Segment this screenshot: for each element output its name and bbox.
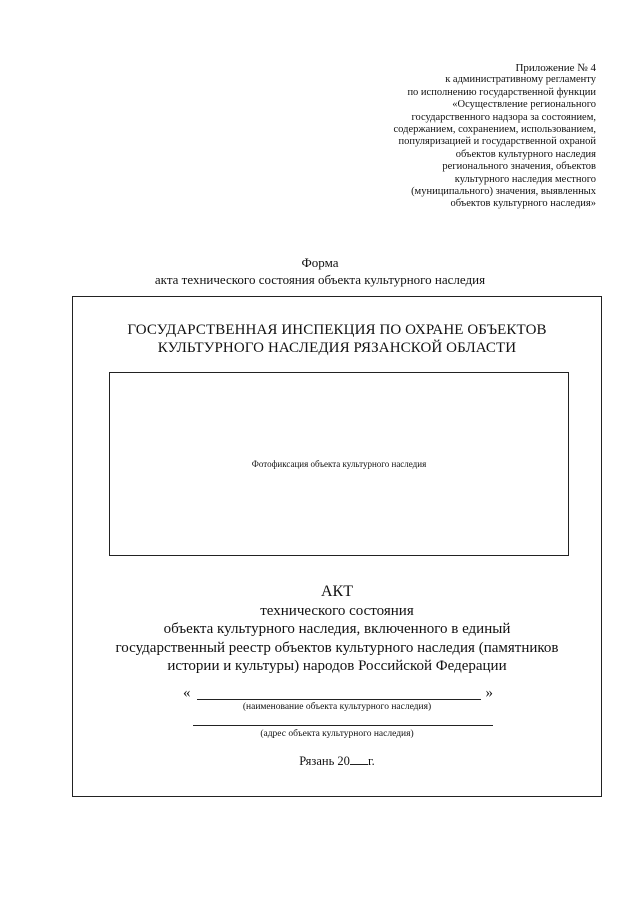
- form-caption: [0, 254, 640, 288]
- form-caption-subtitle: акта технического состояния объекта культурного наследия: [154, 272, 486, 287]
- city-year: [73, 753, 601, 769]
- act-title: АКТ: [321, 583, 353, 600]
- object-name-caption: (наименование объекта культурного наследия): [242, 702, 432, 712]
- act-title-block: [73, 583, 601, 676]
- object-address-caption: (адрес объекта культурного наследия): [260, 729, 414, 739]
- object-address-rule: [193, 725, 493, 726]
- appendix-line: государственного надзора за состоянием,: [411, 111, 596, 123]
- act-subtitle-line: истории и культуры) народов Российской Федерации: [167, 658, 507, 675]
- inspection-heading: [73, 321, 601, 357]
- close-quote: »: [485, 685, 493, 701]
- act-subtitle-line: объекта культурного наследия, включенного в единый: [163, 621, 511, 638]
- form-caption-title: Форма: [301, 255, 339, 270]
- appendix-line: Приложение № 4: [515, 62, 596, 74]
- city-year-prefix: Рязань 20: [299, 754, 350, 768]
- act-subtitle-line: государственный реестр объектов культурного наследия (памятников: [115, 639, 559, 656]
- appendix-line: объектов культурного наследия: [455, 148, 596, 160]
- city-year-suffix: г.: [367, 754, 375, 768]
- appendix-line: содержанием, сохранением, использованием,: [393, 124, 596, 136]
- photo-label: Фотофиксация объекта культурного наследия: [251, 459, 427, 469]
- year-blank: [350, 753, 368, 765]
- appendix-line: культурного наследия местного: [454, 173, 596, 185]
- object-name-rule: [197, 699, 481, 700]
- photo-placeholder: [109, 372, 569, 556]
- appendix-line: объектов культурного наследия»: [450, 198, 596, 210]
- appendix-line: регионального значения, объектов: [442, 161, 596, 173]
- open-quote: «: [183, 685, 191, 701]
- appendix-line: популяризацией и государственной охраной: [398, 136, 596, 148]
- appendix-line: (муниципального) значения, выявленных: [411, 186, 596, 198]
- inspection-line: ГОСУДАРСТВЕННАЯ ИНСПЕКЦИЯ ПО ОХРАНЕ ОБЪЕКТОВ: [127, 322, 547, 338]
- inspection-line: КУЛЬТУРНОГО НАСЛЕДИЯ РЯЗАНСКОЙ ОБЛАСТИ: [157, 340, 517, 356]
- act-frame: [72, 296, 602, 797]
- act-subtitle-line: технического состояния: [260, 602, 414, 619]
- appendix-block: [296, 62, 596, 211]
- appendix-line: к административному регламенту: [445, 74, 596, 86]
- appendix-line: «Осуществление регионального: [452, 99, 596, 111]
- appendix-line: по исполнению государственной функции: [407, 86, 596, 98]
